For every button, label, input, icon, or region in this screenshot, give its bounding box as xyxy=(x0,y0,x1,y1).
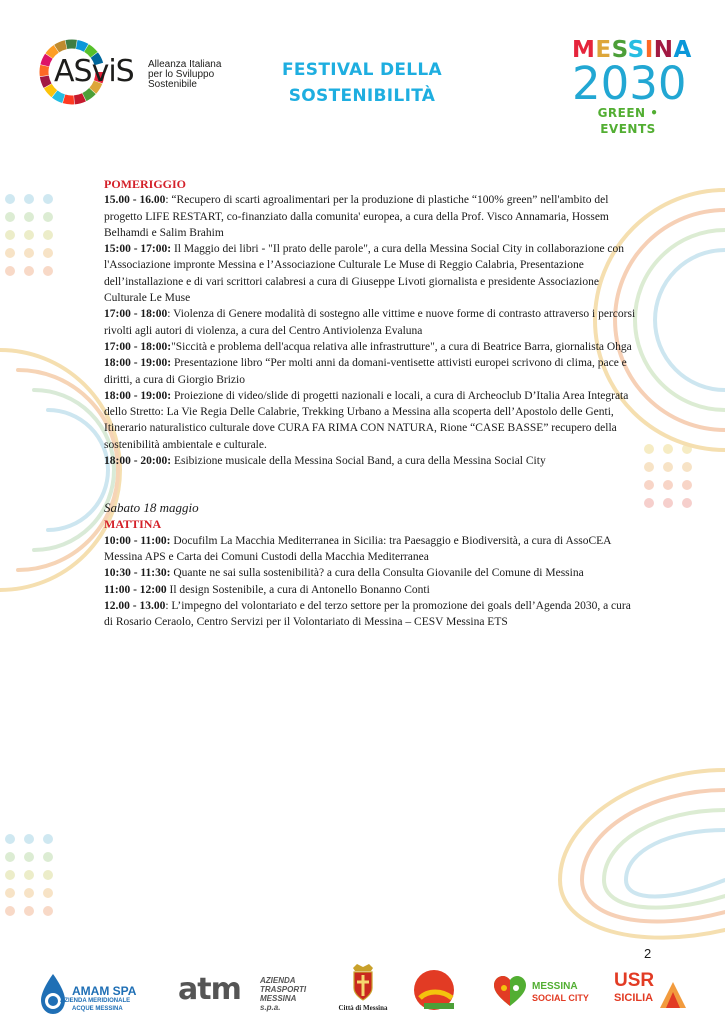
green-events: GREEN • EVENTS xyxy=(597,106,659,136)
heart-icon xyxy=(492,974,528,1010)
asvis-subtitle: Alleanza Italiana per lo Sviluppo Sostenibile xyxy=(148,59,222,90)
messina-servizi-emblem-icon xyxy=(410,968,460,1014)
messina-2030-logo xyxy=(572,37,692,137)
messina-wordmark: MESSINA xyxy=(572,37,692,63)
program-entry: 15:00 - 17:00: Il Maggio dei libri - "Il prato delle parole", a cura della Messina Social City in collaborazione con l'Associazione impronte Messina e l’Associazione Culturale Le Muse di Reggio Calabria, Presentazione dell’installazione e di vari scrittori calabresi a cura di Giuseppe Livoti giornalista e presidente Associazione Culturale Le Muse xyxy=(104,243,625,305)
amam-logo: AMAM SPA AZIENDA MERIDIONALE ACQUE MESSINA xyxy=(38,970,178,1020)
program-entry: 10:00 - 11:00: Docufilm La Macchia Mediterranea in Sicilia: tra Paesaggio e Biodiversità, a cura di AssoCEA Messina APS e Carta dei Comuni Custodi della Macchia Mediterranea xyxy=(104,534,611,563)
atm-logo: atm AZIENDA TRASPORTI MESSINA s.p.a. xyxy=(178,972,307,1012)
program-entry: 17:00 - 18:00: Violenza di Genere modalità di sostegno alle vittime e nuove forme di contrasto attraverso i percorsi rivolti agli autori di violenza, a cura del Centro Antiviolenza Evaluna xyxy=(104,308,636,337)
section-heading-pomeriggio: POMERIGGIO xyxy=(104,177,187,191)
decorative-arcs-right-bottom xyxy=(520,760,725,960)
page-number: 2 xyxy=(644,946,652,961)
water-drop-icon xyxy=(38,972,68,1016)
festival-title: FESTIVAL DELLA SOSTENIBILITÀ xyxy=(281,60,443,106)
day-heading: Sabato 18 maggio xyxy=(104,500,199,516)
asvis-logo xyxy=(38,38,238,108)
program-entry: 18:00 - 20:00: Esibizione musicale della Messina Social Band, a cura della Messina Social City xyxy=(104,455,546,468)
messina-social-city-logo: MESSINA SOCIAL CITY xyxy=(492,972,592,1014)
usr-sicilia-logo: USR SICILIA xyxy=(614,970,694,1016)
citta-di-messina-logo: Città di Messina xyxy=(328,962,398,1022)
section-heading-mattina: MATTINA xyxy=(104,517,162,532)
program-entry: 17:00 - 18:00:"Siccità e problema dell'acqua relativa alle infrastrutture", a cura di Beatrice Barra, giornalista Ohga xyxy=(104,340,632,353)
triskelion-icon xyxy=(658,980,688,1010)
sponsor-footer xyxy=(36,962,696,1024)
decorative-dots-left-top xyxy=(5,194,53,276)
program-content xyxy=(104,176,640,630)
year-2030: 2030 xyxy=(572,57,687,110)
program-entry: 11:00 - 12:00 Il design Sostenibile, a cura di Antonello Bonanno Conti xyxy=(104,583,430,596)
decorative-dots-left-bottom xyxy=(5,834,53,916)
program-entry: 10:30 - 11:30: Quante ne sai sulla sostenibilità? a cura della Consulta Giovanile del Comune di Messina xyxy=(104,567,584,580)
messina-servizi-logo xyxy=(410,968,462,1016)
program-entry: 18:00 - 19:00: Presentazione libro “Per molti anni da domani-ventisette attivisti europei scrivono di clima, pace e diritti, a cura di Giorgio Brizio xyxy=(104,357,627,386)
program-entry: 12.00 - 13.00: L’impegno del volontariato e del terzo settore per la promozione dei goals dell’Agenda 2030, a cura di Rosario Ceraolo, Centro Servizi per il Volontariato di Messina – CESV Messina ETS xyxy=(104,599,631,629)
asvis-wordmark: ASviS xyxy=(54,54,134,89)
city-crest-icon xyxy=(349,962,377,1002)
program-entry: 15.00 - 16.00: “Recupero di scarti agroalimentari per la produzione di plastiche “100% green” nell'ambito del progetto LIFE RESTART, co-finanziato dalla comunita' europea, a cura della Prof. Visco Annamaria, Hossem Belhamdi e Salim Brahim xyxy=(104,194,609,239)
program-entry: 18:00 - 19:00: Proiezione di video/slide di progetti nazionali e locali, a cura di Archeoclub D’Italia Area Integrata dello Stretto: La Vie Regia Delle Calabrie, Trekking Urbano a Messina alla scoperta dell’Apostolo delle Genti, Itinerario naturalistico culturale dove CURA FA RIMA CON NATURA, Rione “CASE BASSE” recupero della sostenibilità ambientale e culturale. xyxy=(104,389,629,451)
